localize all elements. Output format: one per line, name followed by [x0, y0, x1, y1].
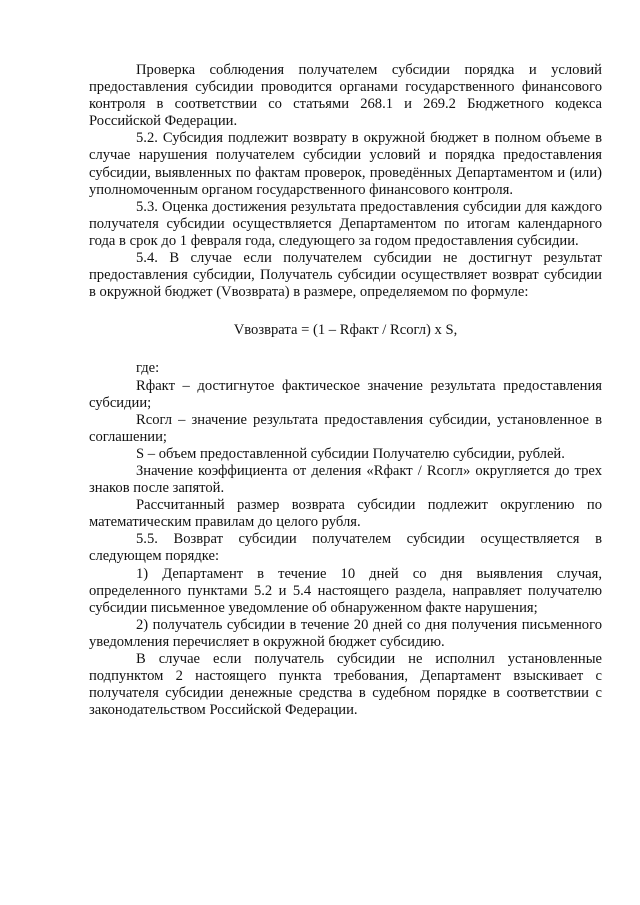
paragraph-5-5-procedure: 5.5. Возврат субсидии получателем субсидии осуществляется в следующем порядке: — [89, 531, 602, 565]
paragraph-amount-rounding: Рассчитанный размер возврата субсидии подлежит округлению по математическим правилам до целого рубля. — [89, 497, 602, 531]
paragraph-5-4-formula-intro: 5.4. В случае если получателем субсидии не достигнут результат предоставления субсидии, Получатель субсидии осуществляет возврат субсидии в окружной бюджет (Vвозврата) в размере, определяемом по формуле: — [89, 250, 602, 301]
paragraph-control-check: Проверка соблюдения получателем субсидии порядка и условий предоставления субсидии проводится органами государственного финансового контроля в соответствии со статьями 268.1 и 269.2 Бюджетного кодекса Российской Федерации. — [89, 62, 602, 130]
procedure-step-2: 2) получатель субсидии в течение 20 дней со дня получения письменного уведомления перечисляет в окружной бюджет субсидию. — [89, 616, 602, 650]
definition-r-sogl: Rсогл – значение результата предоставления субсидии, установленное в соглашении; — [89, 411, 602, 445]
document-page — [89, 62, 602, 719]
definition-s: S – объем предоставленной субсидии Получателю субсидии, рублей. — [136, 445, 565, 462]
paragraph-5-3-assessment: 5.3. Оценка достижения результата предоставления субсидии для каждого получателя субсидии осуществляется Департаментом по итогам календарного года в срок до 1 февраля года, следующего за годом предоставления субсидии. — [89, 198, 602, 249]
paragraph-5-2-refund: 5.2. Субсидия подлежит возврату в окружной бюджет в полном объеме в случае нарушения получателем субсидии условий и порядка предоставления субсидии, выявленных по фактам проверок, проведённых Департаментом и (или) уполномоченным органом государственного финансового контроля. — [89, 130, 602, 198]
paragraph-where: где: — [136, 360, 160, 377]
refund-formula: Vвозврата = (1 – Rфакт / Rсогл) x S, — [233, 322, 458, 339]
procedure-step-1: 1) Департамент в течение 10 дней со дня выявления случая, определенного пунктами 5.2 и 5.4 настоящего раздела, направляет получателю субсидии письменное уведомление об обнаруженном факте нарушения; — [89, 565, 602, 616]
paragraph-coefficient-rounding: Значение коэффициента от деления «Rфакт / Rсогл» округляется до трех знаков после запятой. — [89, 462, 602, 497]
definition-r-fact: Rфакт – достигнутое фактическое значение результата предоставления субсидии; — [89, 377, 602, 411]
paragraph-court-recovery: В случае если получатель субсидии не исполнил установленные подпунктом 2 настоящего пункта требования, Департамент взыскивает с получателя субсидии денежные средства в судебном порядке в соответствии с законодательством Российской Федерации. — [89, 651, 602, 719]
